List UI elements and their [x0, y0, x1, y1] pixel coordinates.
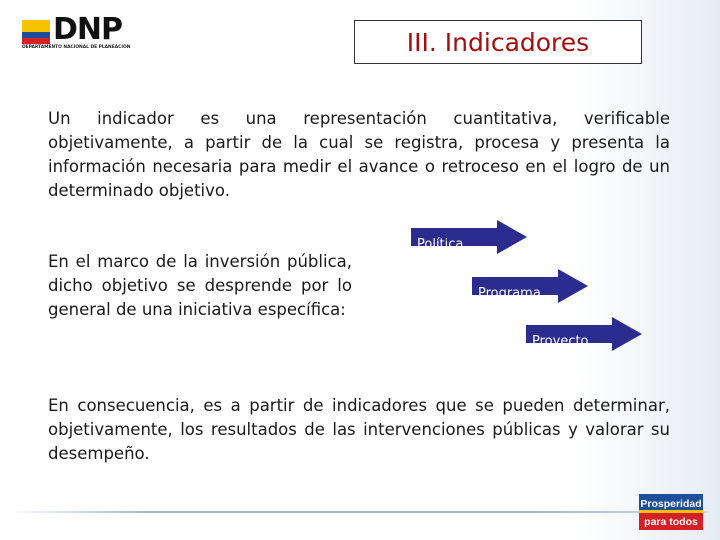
arrow-label-programa: Programa	[478, 286, 541, 301]
arrow-label-politica: Política	[417, 237, 464, 252]
logo-subtitle: DEPARTAMENTO NACIONAL DE PLANEACIÓN	[22, 45, 131, 50]
slide-title-text: III. Indicadores	[406, 27, 590, 57]
paragraph-definition: Un indicador es una representación cuantitativa, verificable objetivamente, a partir de la cual se registra, procesa y presenta la información necesaria para medir el avance o retroceso en el logro de un determinado objetivo.	[48, 109, 670, 200]
slide-title	[354, 20, 642, 64]
prosperidad-para-todos-logo	[639, 494, 703, 530]
logo-text: DNP	[53, 12, 122, 47]
dnp-logo	[22, 12, 137, 54]
arrow-programa	[472, 269, 588, 303]
arrow-politica	[411, 220, 527, 254]
arrow-label-proyecto: Proyecto	[532, 334, 589, 349]
logo-line-2: para todos	[644, 516, 698, 528]
arrow-proyecto	[526, 317, 642, 351]
logo-line-1: Prosperidad	[640, 498, 702, 510]
paragraph-conclusion: En consecuencia, es a partir de indicadores que se pueden determinar, objetivamente, los resultados de las intervenciones públicas y valorar su desempeño.	[48, 396, 670, 463]
colombia-flag-icon	[22, 20, 50, 44]
footer-divider	[8, 511, 708, 513]
paragraph-context: En el marco de la inversión pública, dicho objetivo se desprende por lo general de una iniciativa específica:	[48, 252, 352, 319]
